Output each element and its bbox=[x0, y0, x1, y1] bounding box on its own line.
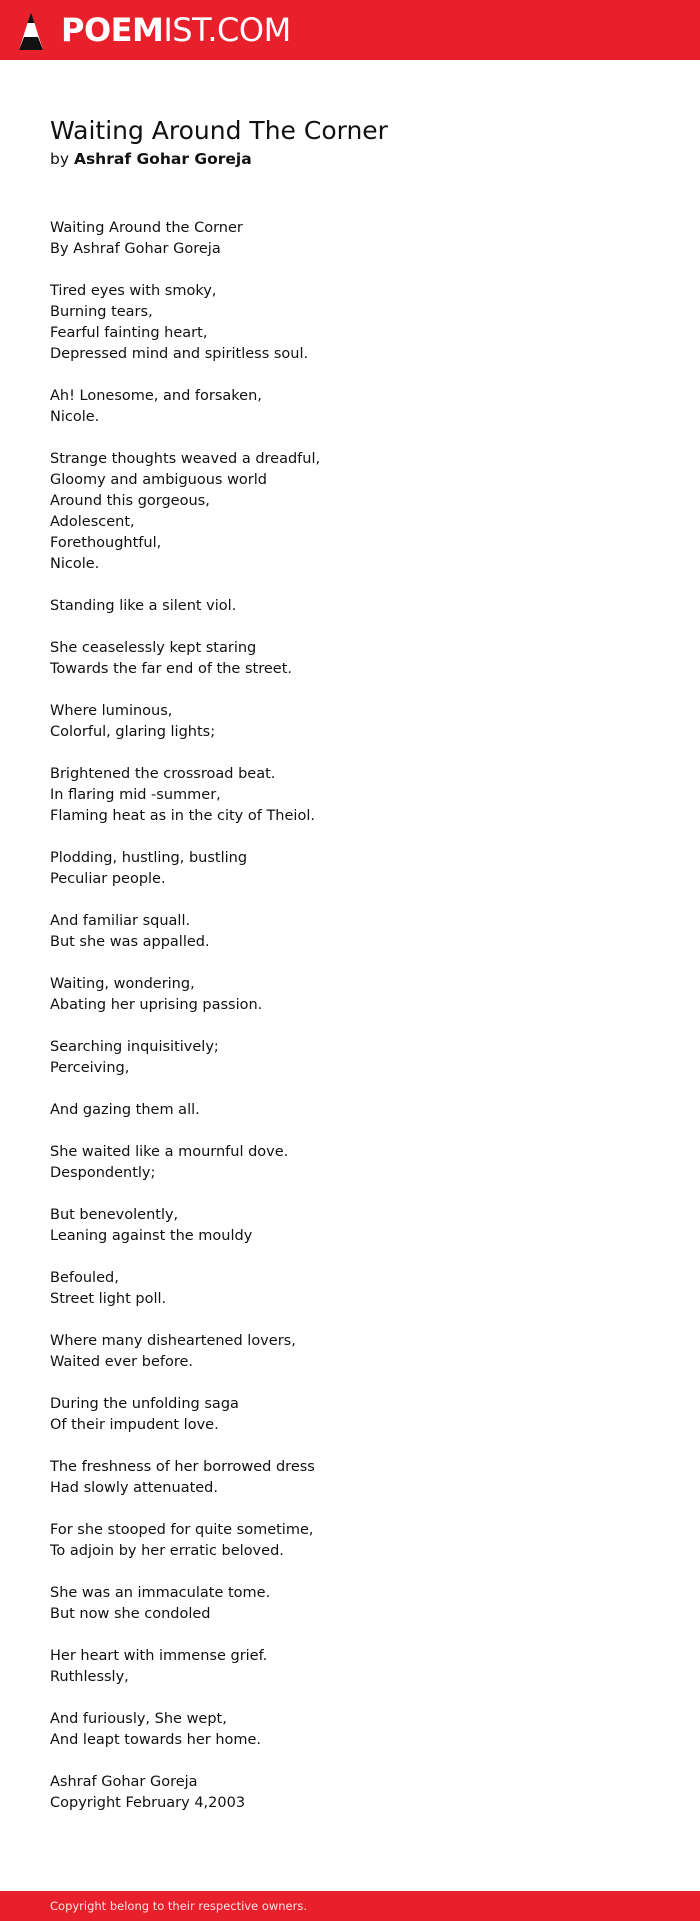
poem-line: Standing like a silent viol. bbox=[50, 598, 237, 614]
poem-line: Ruthlessly, bbox=[50, 1669, 129, 1685]
poem-line: Flaming heat as in the city of Theiol. bbox=[50, 808, 315, 824]
poem-line: Nicole. bbox=[50, 409, 100, 425]
poem-line: Depressed mind and spiritless soul. bbox=[50, 346, 309, 362]
poem-line: Of their impudent love. bbox=[50, 1417, 219, 1433]
poem-line: Searching inquisitively; bbox=[50, 1039, 219, 1055]
footer-copyright: Copyright belong to their respective owners. bbox=[50, 1899, 308, 1913]
poem-line: Peculiar people. bbox=[50, 871, 166, 887]
poem-line: Fearful fainting heart, bbox=[50, 325, 208, 341]
poem-line: Befouled, bbox=[50, 1270, 119, 1286]
poem-line: She waited like a mournful dove. bbox=[50, 1144, 289, 1160]
poem-line: Where luminous, bbox=[50, 703, 173, 719]
stanza bbox=[50, 596, 610, 617]
poem-line: Around this gorgeous, bbox=[50, 493, 210, 509]
stanza bbox=[50, 1646, 610, 1688]
poem-line: Copyright February 4,2003 bbox=[50, 1795, 246, 1811]
stanza bbox=[50, 1100, 610, 1121]
pencil-tip-icon[interactable] bbox=[18, 11, 44, 51]
stanza bbox=[50, 449, 610, 575]
poem-line: During the unfolding saga bbox=[50, 1396, 239, 1412]
stanza bbox=[50, 1583, 610, 1625]
site-header bbox=[0, 0, 700, 60]
poem-line: Abating her uprising passion. bbox=[50, 997, 263, 1013]
poem-line: She was an immaculate tome. bbox=[50, 1585, 271, 1601]
site-footer bbox=[0, 1891, 700, 1921]
logo-bold-text: POEM bbox=[61, 11, 164, 49]
poem-line: Waiting Around the Corner bbox=[50, 220, 243, 236]
stanza bbox=[50, 1772, 610, 1814]
poem-line: But she was appalled. bbox=[50, 934, 210, 950]
poem-line: The freshness of her borrowed dress bbox=[50, 1459, 315, 1475]
poem-line: By Ashraf Gohar Goreja bbox=[50, 241, 221, 257]
poem-line: Forethoughtful, bbox=[50, 535, 162, 551]
poem-line: Gloomy and ambiguous world bbox=[50, 472, 267, 488]
poem-line: She ceaselessly kept staring bbox=[50, 640, 257, 656]
poem-body bbox=[50, 218, 610, 1835]
poem-line: Plodding, hustling, bustling bbox=[50, 850, 248, 866]
stanza bbox=[50, 1709, 610, 1751]
stanza bbox=[50, 848, 610, 890]
stanza bbox=[50, 386, 610, 428]
site-logo[interactable] bbox=[61, 9, 291, 51]
stanza bbox=[50, 281, 610, 365]
stanza bbox=[50, 1457, 610, 1499]
stanza bbox=[50, 1037, 610, 1079]
stanza bbox=[50, 911, 610, 953]
poem-line: And leapt towards her home. bbox=[50, 1732, 262, 1748]
poem-line: Her heart with immense grief. bbox=[50, 1648, 268, 1664]
stanza bbox=[50, 1331, 610, 1373]
poem-line: Strange thoughts weaved a dreadful, bbox=[50, 451, 321, 467]
stanza bbox=[50, 1142, 610, 1184]
stanza bbox=[50, 1205, 610, 1247]
stanza bbox=[50, 1520, 610, 1562]
poem-line: But benevolently, bbox=[50, 1207, 179, 1223]
stanza bbox=[50, 638, 610, 680]
poem-line: Brightened the crossroad beat. bbox=[50, 766, 276, 782]
poem-line: Tired eyes with smoky, bbox=[50, 283, 217, 299]
stanza bbox=[50, 1394, 610, 1436]
stanza bbox=[50, 1268, 610, 1310]
poem-line: Colorful, glaring lights; bbox=[50, 724, 216, 740]
stanza bbox=[50, 974, 610, 1016]
poem-line: Waiting, wondering, bbox=[50, 976, 195, 992]
poem-line: Street light poll. bbox=[50, 1291, 167, 1307]
poem-line: But now she condoled bbox=[50, 1606, 211, 1622]
poem-line: Perceiving, bbox=[50, 1060, 130, 1076]
poem-line: Adolescent, bbox=[50, 514, 135, 530]
stanza bbox=[50, 701, 610, 743]
poem-line: Ah! Lonesome, and forsaken, bbox=[50, 388, 262, 404]
poem-line: And gazing them all. bbox=[50, 1102, 200, 1118]
poem-line: Despondently; bbox=[50, 1165, 156, 1181]
poem-line: And familiar squall. bbox=[50, 913, 191, 929]
stanza bbox=[50, 764, 610, 827]
stanza bbox=[50, 218, 610, 260]
poem-line: To adjoin by her erratic beloved. bbox=[50, 1543, 284, 1559]
poem-line: For she stooped for quite sometime, bbox=[50, 1522, 314, 1538]
poem-line: Where many disheartened lovers, bbox=[50, 1333, 296, 1349]
poem-line: Had slowly attenuated. bbox=[50, 1480, 218, 1496]
poem-line: Burning tears, bbox=[50, 304, 153, 320]
poem-title: Waiting Around The Corner bbox=[50, 116, 388, 145]
poem-line: Leaning against the mouldy bbox=[50, 1228, 253, 1244]
poem-line: Nicole. bbox=[50, 556, 100, 572]
poem-line: In flaring mid -summer, bbox=[50, 787, 221, 803]
logo-light-text: IST.COM bbox=[163, 11, 291, 49]
poem-line: Towards the far end of the street. bbox=[50, 661, 292, 677]
poem-line: Waited ever before. bbox=[50, 1354, 194, 1370]
by-prefix: by bbox=[50, 150, 70, 168]
byline bbox=[50, 148, 252, 170]
author-name: Ashraf Gohar Goreja bbox=[73, 150, 252, 168]
poem-line: Ashraf Gohar Goreja bbox=[50, 1774, 198, 1790]
poem-line: And furiously, She wept, bbox=[50, 1711, 227, 1727]
